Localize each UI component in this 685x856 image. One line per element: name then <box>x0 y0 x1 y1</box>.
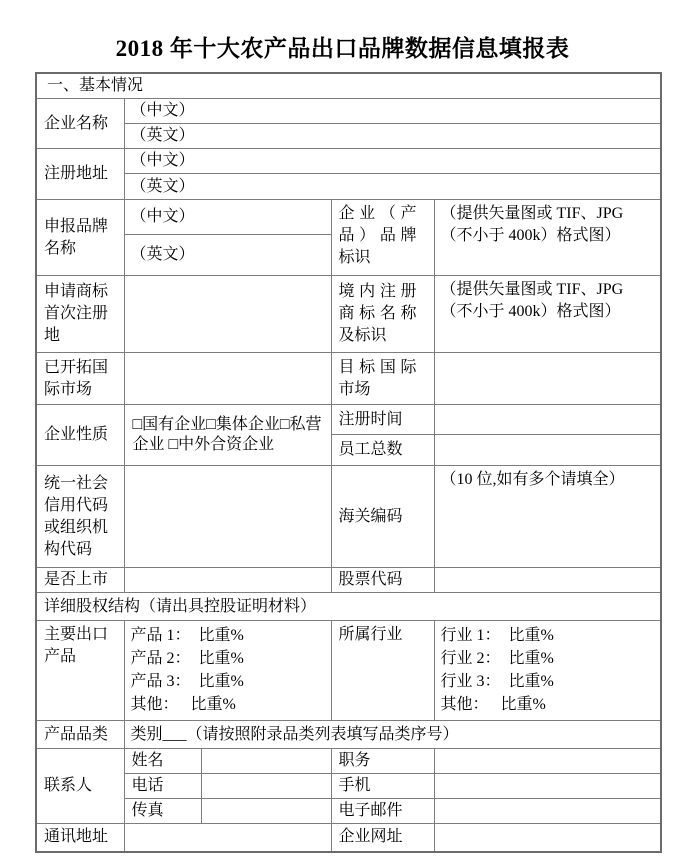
label-listed: 是否上市 <box>36 568 124 593</box>
field-product-category[interactable]: 类别___（请按照附录品类列表填写品类序号） <box>124 721 661 749</box>
label-contact-mobile: 手机 <box>331 774 434 799</box>
label-equity-structure: 详细股权结构（请出具控股证明材料） <box>36 593 661 621</box>
label-target-markets: 目标国际市场 <box>331 353 434 405</box>
field-enterprise-nature-options[interactable]: □国有企业□集体企业□私营企业 □中外合资企业 <box>124 405 331 466</box>
field-registered-address-zh[interactable]: （中文） <box>124 149 661 174</box>
product-line[interactable]: 产品 2： 比重% <box>130 650 244 667</box>
industry-line[interactable]: 行业 3： 比重% <box>440 673 554 690</box>
label-brand-logo: 企业（产品）品牌标识 <box>331 200 434 276</box>
field-contact-mobile[interactable] <box>434 774 661 799</box>
label-main-export-products: 主要出口产品 <box>36 621 124 721</box>
label-contact-name: 姓名 <box>124 749 201 774</box>
label-domestic-trademark: 境内注册商标名称及标识 <box>331 276 434 353</box>
field-declared-brand-en[interactable]: （英文） <box>124 235 331 276</box>
field-stock-code[interactable] <box>434 568 661 593</box>
label-credit-code: 统一社会信用代码或组织机构代码 <box>36 466 124 568</box>
field-website[interactable] <box>434 824 661 852</box>
label-mailing-address: 通讯地址 <box>36 824 124 852</box>
field-brand-logo[interactable]: （提供矢量图或 TIF、JPG（不小于 400k）格式图） <box>434 200 661 276</box>
form-table <box>35 72 662 853</box>
field-company-name-en[interactable]: （英文） <box>124 124 661 149</box>
field-mailing-address[interactable] <box>124 824 331 852</box>
label-trademark-first-place: 申请商标首次注册地 <box>36 276 124 353</box>
field-target-markets[interactable] <box>434 353 661 405</box>
field-employee-total[interactable] <box>434 435 661 466</box>
field-contact-fax[interactable] <box>201 799 331 824</box>
label-website: 企业网址 <box>331 824 434 852</box>
field-domestic-trademark[interactable]: （提供矢量图或 TIF、JPG（不小于 400k）格式图） <box>434 276 661 353</box>
section-heading-basic-info: 一、基本情况 <box>36 73 661 99</box>
label-industry: 所属行业 <box>331 621 434 721</box>
product-line[interactable]: 其他： 比重% <box>130 696 236 713</box>
field-contact-email[interactable] <box>434 799 661 824</box>
label-stock-code: 股票代码 <box>331 568 434 593</box>
field-product-lines[interactable] <box>124 621 331 721</box>
field-opened-markets[interactable] <box>124 353 331 405</box>
product-line[interactable]: 产品 1： 比重% <box>130 627 244 644</box>
label-contact-email: 电子邮件 <box>331 799 434 824</box>
field-contact-phone[interactable] <box>201 774 331 799</box>
label-contact-title: 职务 <box>331 749 434 774</box>
industry-line[interactable]: 其他： 比重% <box>440 696 546 713</box>
field-credit-code[interactable] <box>124 466 331 568</box>
label-customs-code: 海关编码 <box>331 466 434 568</box>
label-registration-time: 注册时间 <box>331 405 434 435</box>
label-company-name: 企业名称 <box>36 99 124 149</box>
label-employee-total: 员工总数 <box>331 435 434 466</box>
label-opened-markets: 已开拓国际市场 <box>36 353 124 405</box>
field-contact-title[interactable] <box>434 749 661 774</box>
label-registered-address: 注册地址 <box>36 149 124 200</box>
label-product-category: 产品品类 <box>36 721 124 749</box>
label-contact-phone: 电话 <box>124 774 201 799</box>
page-title: 2018 年十大农产品出口品牌数据信息填报表 <box>115 36 570 61</box>
field-listed[interactable] <box>124 568 331 593</box>
product-line[interactable]: 产品 3： 比重% <box>130 673 244 690</box>
industry-line[interactable]: 行业 1： 比重% <box>440 627 554 644</box>
label-enterprise-nature: 企业性质 <box>36 405 124 466</box>
industry-line[interactable]: 行业 2： 比重% <box>440 650 554 667</box>
label-contact: 联系人 <box>36 749 124 824</box>
field-customs-code[interactable]: （10 位,如有多个请填全） <box>434 466 661 568</box>
label-contact-fax: 传真 <box>124 799 201 824</box>
field-declared-brand-zh[interactable]: （中文） <box>124 200 331 235</box>
field-contact-name[interactable] <box>201 749 331 774</box>
label-declared-brand-name: 申报品牌名称 <box>36 200 124 276</box>
field-industry-lines[interactable] <box>434 621 661 721</box>
field-registered-address-en[interactable]: （英文） <box>124 174 661 200</box>
field-trademark-first-place[interactable] <box>124 276 331 353</box>
field-registration-time[interactable] <box>434 405 661 435</box>
field-company-name-zh[interactable]: （中文） <box>124 99 661 124</box>
